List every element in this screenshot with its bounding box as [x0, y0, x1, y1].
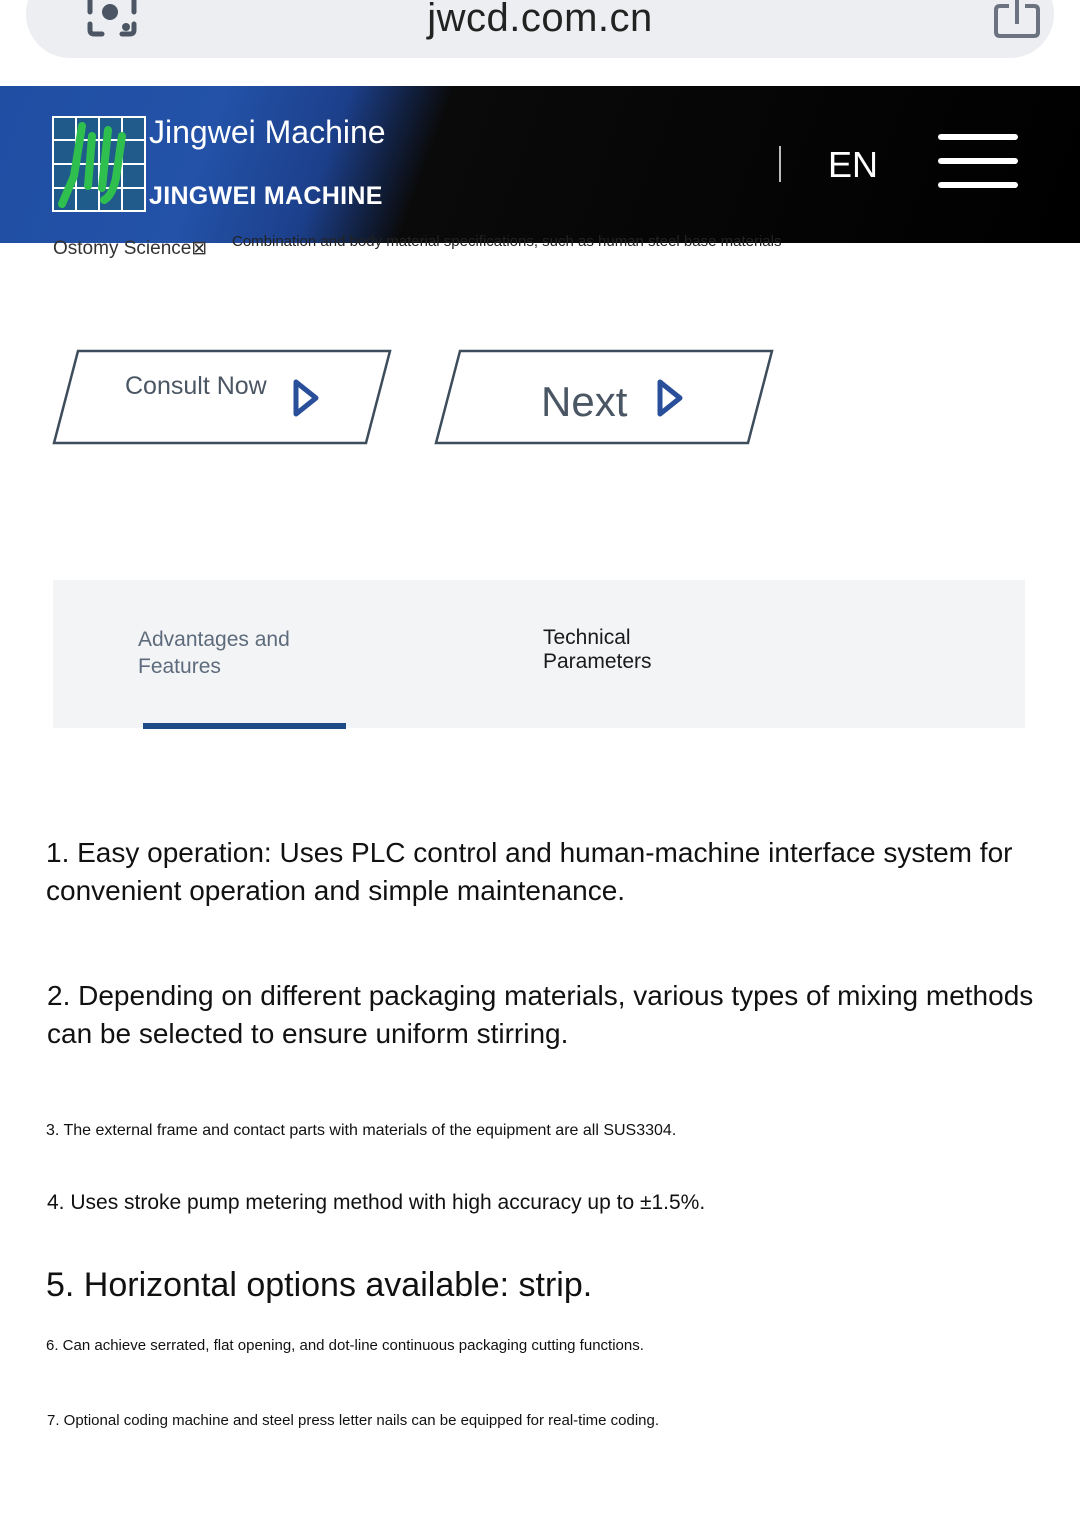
- tab-advantages-features[interactable]: Advantages and Features: [138, 628, 290, 678]
- strip-left-text: Ostomy Science⊠: [53, 238, 208, 259]
- play-triangle-icon: [292, 378, 320, 418]
- consult-now-label: Consult Now: [125, 372, 267, 400]
- play-triangle-icon: [656, 378, 684, 418]
- url-text: jwcd.com.cn: [427, 0, 653, 40]
- logo[interactable]: [52, 116, 146, 212]
- browser-chrome: [0, 0, 1080, 86]
- address-bar[interactable]: [26, 0, 1054, 58]
- feature-item: 5. Horizontal options available: strip.: [46, 1266, 593, 1304]
- strip-right-text: Combination and body material specifications, such as human steel base materials: [232, 233, 782, 250]
- feature-item: 6. Can achieve serrated, flat opening, and dot-line continuous packaging cutting functions.: [46, 1337, 644, 1354]
- feature-item: 1. Easy operation: Uses PLC control and human-machine interface system for convenient operation and simple maintenance.: [46, 837, 1013, 906]
- site-header: [0, 86, 1080, 243]
- feature-item: 2. Depending on different packaging materials, various types of mixing methods can be selected to ensure uniform stirring.: [47, 980, 1034, 1049]
- share-icon[interactable]: [992, 0, 1042, 38]
- feature-item: 7. Optional coding machine and steel press letter nails can be equipped for real-time coding.: [47, 1412, 660, 1429]
- consult-now-button[interactable]: [52, 348, 394, 446]
- header-divider: [779, 146, 781, 182]
- feature-item: 4. Uses stroke pump metering method with high accuracy up to ±1.5%.: [47, 1191, 706, 1214]
- language-switch[interactable]: EN: [828, 144, 879, 185]
- tab-technical-parameters[interactable]: Technical Parameters: [543, 626, 652, 673]
- brand-name: Jingwei Machine: [149, 114, 386, 150]
- next-label: Next: [541, 378, 628, 425]
- brand-name-caps: JINGWEI MACHINE: [149, 182, 383, 210]
- hamburger-menu-icon[interactable]: [938, 134, 1020, 194]
- product-tabs: [53, 580, 1025, 728]
- next-button[interactable]: [434, 348, 776, 446]
- cutoff-strip: [0, 233, 1080, 283]
- feature-item: 3. The external frame and contact parts with materials of the equipment are all SUS3304.: [46, 1122, 677, 1139]
- active-tab-indicator: [143, 723, 346, 729]
